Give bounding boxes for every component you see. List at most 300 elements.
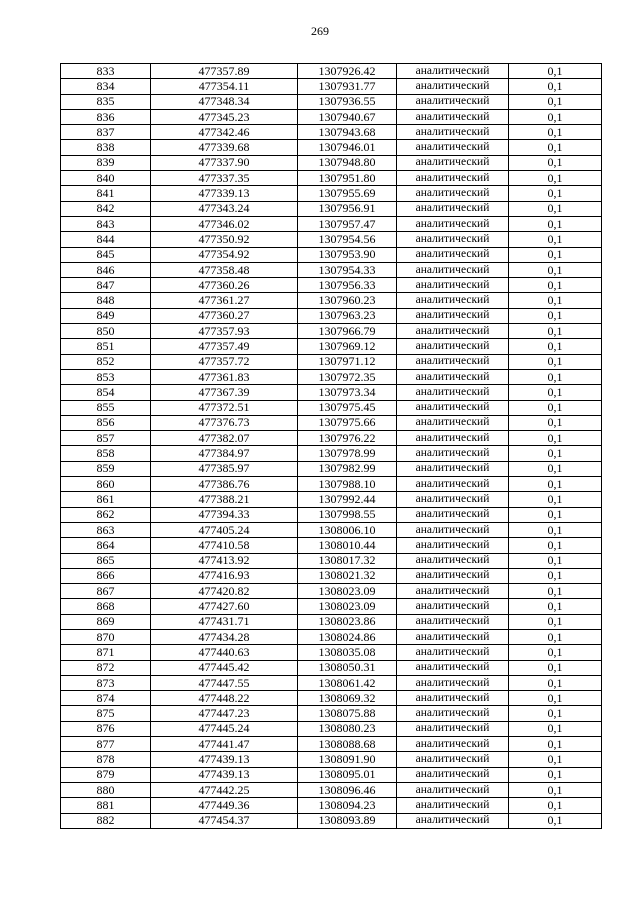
accuracy-cell: 0,1 (509, 339, 602, 354)
table-row (61, 339, 602, 354)
point-number-cell: 870 (61, 629, 151, 644)
table-row (61, 568, 602, 583)
accuracy-cell: 0,1 (509, 584, 602, 599)
table-row (61, 171, 602, 186)
method-cell: аналитический (397, 354, 509, 369)
table-row (61, 599, 602, 614)
y-coordinate-cell: 1308080.23 (298, 721, 397, 736)
table-row (61, 675, 602, 690)
accuracy-cell: 0,1 (509, 568, 602, 583)
x-coordinate-cell: 477427.60 (151, 599, 298, 614)
accuracy-cell: 0,1 (509, 461, 602, 476)
y-coordinate-cell: 1307975.66 (298, 415, 397, 430)
accuracy-cell: 0,1 (509, 216, 602, 231)
table-row (61, 446, 602, 461)
method-cell: аналитический (397, 660, 509, 675)
x-coordinate-cell: 477367.39 (151, 385, 298, 400)
method-cell: аналитический (397, 614, 509, 629)
point-number-cell: 843 (61, 216, 151, 231)
accuracy-cell: 0,1 (509, 385, 602, 400)
y-coordinate-cell: 1308023.09 (298, 584, 397, 599)
method-cell: аналитический (397, 278, 509, 293)
method-cell: аналитический (397, 201, 509, 216)
table-row (61, 400, 602, 415)
table-row (61, 232, 602, 247)
y-coordinate-cell: 1308023.09 (298, 599, 397, 614)
table-row (61, 79, 602, 94)
y-coordinate-cell: 1308050.31 (298, 660, 397, 675)
accuracy-cell: 0,1 (509, 247, 602, 262)
point-number-cell: 838 (61, 140, 151, 155)
point-number-cell: 861 (61, 492, 151, 507)
table-row (61, 354, 602, 369)
table-row (61, 324, 602, 339)
point-number-cell: 878 (61, 752, 151, 767)
y-coordinate-cell: 1307953.90 (298, 247, 397, 262)
y-coordinate-cell: 1307955.69 (298, 186, 397, 201)
x-coordinate-cell: 477350.92 (151, 232, 298, 247)
table-row (61, 706, 602, 721)
accuracy-cell: 0,1 (509, 201, 602, 216)
table-row (61, 660, 602, 675)
x-coordinate-cell: 477416.93 (151, 568, 298, 583)
x-coordinate-cell: 477385.97 (151, 461, 298, 476)
x-coordinate-cell: 477449.36 (151, 798, 298, 813)
x-coordinate-cell: 477420.82 (151, 584, 298, 599)
y-coordinate-cell: 1307936.55 (298, 94, 397, 109)
table-row (61, 629, 602, 644)
accuracy-cell: 0,1 (509, 79, 602, 94)
y-coordinate-cell: 1307954.56 (298, 232, 397, 247)
accuracy-cell: 0,1 (509, 400, 602, 415)
accuracy-cell: 0,1 (509, 782, 602, 797)
x-coordinate-cell: 477410.58 (151, 538, 298, 553)
table-row (61, 767, 602, 782)
y-coordinate-cell: 1308093.89 (298, 813, 397, 828)
method-cell: аналитический (397, 767, 509, 782)
table-row (61, 691, 602, 706)
accuracy-cell: 0,1 (509, 737, 602, 752)
accuracy-cell: 0,1 (509, 94, 602, 109)
table-row (61, 614, 602, 629)
table-row (61, 140, 602, 155)
x-coordinate-cell: 477343.24 (151, 201, 298, 216)
table-row (61, 201, 602, 216)
accuracy-cell: 0,1 (509, 752, 602, 767)
method-cell: аналитический (397, 798, 509, 813)
point-number-cell: 834 (61, 79, 151, 94)
method-cell: аналитический (397, 293, 509, 308)
point-number-cell: 844 (61, 232, 151, 247)
table-row (61, 262, 602, 277)
method-cell: аналитический (397, 522, 509, 537)
x-coordinate-cell: 477354.92 (151, 247, 298, 262)
point-number-cell: 867 (61, 584, 151, 599)
y-coordinate-cell: 1308075.88 (298, 706, 397, 721)
point-number-cell: 879 (61, 767, 151, 782)
accuracy-cell: 0,1 (509, 446, 602, 461)
method-cell: аналитический (397, 262, 509, 277)
method-cell: аналитический (397, 369, 509, 384)
accuracy-cell: 0,1 (509, 262, 602, 277)
method-cell: аналитический (397, 247, 509, 262)
x-coordinate-cell: 477337.90 (151, 155, 298, 170)
method-cell: аналитический (397, 64, 509, 79)
table-row (61, 721, 602, 736)
point-number-cell: 847 (61, 278, 151, 293)
table-row (61, 798, 602, 813)
point-number-cell: 853 (61, 369, 151, 384)
method-cell: аналитический (397, 599, 509, 614)
x-coordinate-cell: 477439.13 (151, 752, 298, 767)
accuracy-cell: 0,1 (509, 767, 602, 782)
method-cell: аналитический (397, 94, 509, 109)
point-number-cell: 842 (61, 201, 151, 216)
method-cell: аналитический (397, 186, 509, 201)
table-row (61, 278, 602, 293)
x-coordinate-cell: 477454.37 (151, 813, 298, 828)
method-cell: аналитический (397, 737, 509, 752)
accuracy-cell: 0,1 (509, 354, 602, 369)
accuracy-cell: 0,1 (509, 614, 602, 629)
accuracy-cell: 0,1 (509, 232, 602, 247)
method-cell: аналитический (397, 171, 509, 186)
x-coordinate-cell: 477357.72 (151, 354, 298, 369)
y-coordinate-cell: 1307963.23 (298, 308, 397, 323)
x-coordinate-cell: 477342.46 (151, 125, 298, 140)
y-coordinate-cell: 1308010.44 (298, 538, 397, 553)
table-row (61, 64, 602, 79)
x-coordinate-cell: 477434.28 (151, 629, 298, 644)
accuracy-cell: 0,1 (509, 691, 602, 706)
table-row (61, 308, 602, 323)
point-number-cell: 839 (61, 155, 151, 170)
x-coordinate-cell: 477405.24 (151, 522, 298, 537)
y-coordinate-cell: 1307954.33 (298, 262, 397, 277)
method-cell: аналитический (397, 706, 509, 721)
y-coordinate-cell: 1308069.32 (298, 691, 397, 706)
table-row (61, 492, 602, 507)
y-coordinate-cell: 1307957.47 (298, 216, 397, 231)
point-number-cell: 880 (61, 782, 151, 797)
accuracy-cell: 0,1 (509, 538, 602, 553)
x-coordinate-cell: 477447.55 (151, 675, 298, 690)
point-number-cell: 869 (61, 614, 151, 629)
point-number-cell: 862 (61, 507, 151, 522)
method-cell: аналитический (397, 584, 509, 599)
table-row (61, 125, 602, 140)
accuracy-cell: 0,1 (509, 109, 602, 124)
y-coordinate-cell: 1307978.99 (298, 446, 397, 461)
y-coordinate-cell: 1307976.22 (298, 431, 397, 446)
table-row (61, 553, 602, 568)
accuracy-cell: 0,1 (509, 813, 602, 828)
point-number-cell: 877 (61, 737, 151, 752)
point-number-cell: 875 (61, 706, 151, 721)
x-coordinate-cell: 477348.34 (151, 94, 298, 109)
point-number-cell: 864 (61, 538, 151, 553)
y-coordinate-cell: 1308035.08 (298, 645, 397, 660)
table-row (61, 813, 602, 828)
accuracy-cell: 0,1 (509, 522, 602, 537)
point-number-cell: 835 (61, 94, 151, 109)
y-coordinate-cell: 1308095.01 (298, 767, 397, 782)
accuracy-cell: 0,1 (509, 186, 602, 201)
accuracy-cell: 0,1 (509, 140, 602, 155)
x-coordinate-cell: 477445.42 (151, 660, 298, 675)
x-coordinate-cell: 477346.02 (151, 216, 298, 231)
accuracy-cell: 0,1 (509, 155, 602, 170)
y-coordinate-cell: 1307998.55 (298, 507, 397, 522)
method-cell: аналитический (397, 461, 509, 476)
accuracy-cell: 0,1 (509, 798, 602, 813)
x-coordinate-cell: 477361.27 (151, 293, 298, 308)
y-coordinate-cell: 1307931.77 (298, 79, 397, 94)
y-coordinate-cell: 1307973.34 (298, 385, 397, 400)
y-coordinate-cell: 1307972.35 (298, 369, 397, 384)
table-row (61, 247, 602, 262)
accuracy-cell: 0,1 (509, 369, 602, 384)
x-coordinate-cell: 477413.92 (151, 553, 298, 568)
coordinates-table (60, 63, 602, 829)
point-number-cell: 874 (61, 691, 151, 706)
x-coordinate-cell: 477382.07 (151, 431, 298, 446)
table-row (61, 538, 602, 553)
accuracy-cell: 0,1 (509, 507, 602, 522)
method-cell: аналитический (397, 538, 509, 553)
table-row (61, 737, 602, 752)
table-row (61, 431, 602, 446)
method-cell: аналитический (397, 431, 509, 446)
x-coordinate-cell: 477360.27 (151, 308, 298, 323)
point-number-cell: 837 (61, 125, 151, 140)
point-number-cell: 860 (61, 477, 151, 492)
table-row (61, 155, 602, 170)
y-coordinate-cell: 1307988.10 (298, 477, 397, 492)
method-cell: аналитический (397, 109, 509, 124)
method-cell: аналитический (397, 155, 509, 170)
method-cell: аналитический (397, 339, 509, 354)
method-cell: аналитический (397, 752, 509, 767)
accuracy-cell: 0,1 (509, 599, 602, 614)
method-cell: аналитический (397, 79, 509, 94)
accuracy-cell: 0,1 (509, 431, 602, 446)
point-number-cell: 882 (61, 813, 151, 828)
y-coordinate-cell: 1307969.12 (298, 339, 397, 354)
method-cell: аналитический (397, 553, 509, 568)
accuracy-cell: 0,1 (509, 415, 602, 430)
method-cell: аналитический (397, 691, 509, 706)
y-coordinate-cell: 1307971.12 (298, 354, 397, 369)
x-coordinate-cell: 477394.33 (151, 507, 298, 522)
table-row (61, 507, 602, 522)
y-coordinate-cell: 1307966.79 (298, 324, 397, 339)
y-coordinate-cell: 1308061.42 (298, 675, 397, 690)
table-row (61, 645, 602, 660)
point-number-cell: 854 (61, 385, 151, 400)
accuracy-cell: 0,1 (509, 553, 602, 568)
method-cell: аналитический (397, 477, 509, 492)
table-row (61, 186, 602, 201)
accuracy-cell: 0,1 (509, 293, 602, 308)
table-row (61, 461, 602, 476)
accuracy-cell: 0,1 (509, 660, 602, 675)
x-coordinate-cell: 477361.83 (151, 369, 298, 384)
point-number-cell: 859 (61, 461, 151, 476)
method-cell: аналитический (397, 216, 509, 231)
table-row (61, 752, 602, 767)
table-row (61, 782, 602, 797)
point-number-cell: 846 (61, 262, 151, 277)
x-coordinate-cell: 477445.24 (151, 721, 298, 736)
point-number-cell: 876 (61, 721, 151, 736)
table-row (61, 415, 602, 430)
y-coordinate-cell: 1307960.23 (298, 293, 397, 308)
x-coordinate-cell: 477357.89 (151, 64, 298, 79)
y-coordinate-cell: 1308094.23 (298, 798, 397, 813)
x-coordinate-cell: 477345.23 (151, 109, 298, 124)
point-number-cell: 858 (61, 446, 151, 461)
point-number-cell: 863 (61, 522, 151, 537)
x-coordinate-cell: 477447.23 (151, 706, 298, 721)
y-coordinate-cell: 1307975.45 (298, 400, 397, 415)
accuracy-cell: 0,1 (509, 125, 602, 140)
x-coordinate-cell: 477337.35 (151, 171, 298, 186)
method-cell: аналитический (397, 415, 509, 430)
point-number-cell: 865 (61, 553, 151, 568)
method-cell: аналитический (397, 568, 509, 583)
y-coordinate-cell: 1307982.99 (298, 461, 397, 476)
method-cell: аналитический (397, 721, 509, 736)
y-coordinate-cell: 1307940.67 (298, 109, 397, 124)
accuracy-cell: 0,1 (509, 477, 602, 492)
point-number-cell: 871 (61, 645, 151, 660)
table-row (61, 522, 602, 537)
point-number-cell: 881 (61, 798, 151, 813)
point-number-cell: 866 (61, 568, 151, 583)
accuracy-cell: 0,1 (509, 308, 602, 323)
method-cell: аналитический (397, 308, 509, 323)
point-number-cell: 833 (61, 64, 151, 79)
page-number: 269 (311, 24, 329, 38)
point-number-cell: 850 (61, 324, 151, 339)
y-coordinate-cell: 1308017.32 (298, 553, 397, 568)
table-row (61, 293, 602, 308)
point-number-cell: 840 (61, 171, 151, 186)
method-cell: аналитический (397, 140, 509, 155)
accuracy-cell: 0,1 (509, 721, 602, 736)
point-number-cell: 857 (61, 431, 151, 446)
x-coordinate-cell: 477339.13 (151, 186, 298, 201)
x-coordinate-cell: 477354.11 (151, 79, 298, 94)
y-coordinate-cell: 1307956.91 (298, 201, 397, 216)
x-coordinate-cell: 477372.51 (151, 400, 298, 415)
y-coordinate-cell: 1308023.86 (298, 614, 397, 629)
x-coordinate-cell: 477440.63 (151, 645, 298, 660)
method-cell: аналитический (397, 125, 509, 140)
y-coordinate-cell: 1308006.10 (298, 522, 397, 537)
x-coordinate-cell: 477358.48 (151, 262, 298, 277)
method-cell: аналитический (397, 782, 509, 797)
method-cell: аналитический (397, 507, 509, 522)
y-coordinate-cell: 1307948.80 (298, 155, 397, 170)
point-number-cell: 849 (61, 308, 151, 323)
method-cell: аналитический (397, 645, 509, 660)
table-row (61, 109, 602, 124)
point-number-cell: 848 (61, 293, 151, 308)
accuracy-cell: 0,1 (509, 171, 602, 186)
accuracy-cell: 0,1 (509, 324, 602, 339)
accuracy-cell: 0,1 (509, 675, 602, 690)
x-coordinate-cell: 477442.25 (151, 782, 298, 797)
method-cell: аналитический (397, 400, 509, 415)
point-number-cell: 841 (61, 186, 151, 201)
y-coordinate-cell: 1307956.33 (298, 278, 397, 293)
accuracy-cell: 0,1 (509, 64, 602, 79)
method-cell: аналитический (397, 629, 509, 644)
method-cell: аналитический (397, 675, 509, 690)
y-coordinate-cell: 1308088.68 (298, 737, 397, 752)
point-number-cell: 851 (61, 339, 151, 354)
x-coordinate-cell: 477357.49 (151, 339, 298, 354)
table-row (61, 94, 602, 109)
point-number-cell: 836 (61, 109, 151, 124)
x-coordinate-cell: 477448.22 (151, 691, 298, 706)
x-coordinate-cell: 477376.73 (151, 415, 298, 430)
y-coordinate-cell: 1308091.90 (298, 752, 397, 767)
method-cell: аналитический (397, 324, 509, 339)
accuracy-cell: 0,1 (509, 706, 602, 721)
table-row (61, 385, 602, 400)
y-coordinate-cell: 1307946.01 (298, 140, 397, 155)
accuracy-cell: 0,1 (509, 278, 602, 293)
point-number-cell: 855 (61, 400, 151, 415)
point-number-cell: 856 (61, 415, 151, 430)
table-row (61, 369, 602, 384)
x-coordinate-cell: 477388.21 (151, 492, 298, 507)
method-cell: аналитический (397, 385, 509, 400)
x-coordinate-cell: 477360.26 (151, 278, 298, 293)
table-row (61, 477, 602, 492)
method-cell: аналитический (397, 813, 509, 828)
y-coordinate-cell: 1307943.68 (298, 125, 397, 140)
accuracy-cell: 0,1 (509, 629, 602, 644)
y-coordinate-cell: 1308096.46 (298, 782, 397, 797)
point-number-cell: 872 (61, 660, 151, 675)
method-cell: аналитический (397, 232, 509, 247)
x-coordinate-cell: 477357.93 (151, 324, 298, 339)
x-coordinate-cell: 477439.13 (151, 767, 298, 782)
method-cell: аналитический (397, 446, 509, 461)
y-coordinate-cell: 1308024.86 (298, 629, 397, 644)
x-coordinate-cell: 477431.71 (151, 614, 298, 629)
x-coordinate-cell: 477441.47 (151, 737, 298, 752)
table-row (61, 584, 602, 599)
x-coordinate-cell: 477384.97 (151, 446, 298, 461)
accuracy-cell: 0,1 (509, 492, 602, 507)
coordinates-table-body (61, 64, 602, 829)
y-coordinate-cell: 1308021.32 (298, 568, 397, 583)
accuracy-cell: 0,1 (509, 645, 602, 660)
point-number-cell: 852 (61, 354, 151, 369)
point-number-cell: 868 (61, 599, 151, 614)
y-coordinate-cell: 1307926.42 (298, 64, 397, 79)
x-coordinate-cell: 477339.68 (151, 140, 298, 155)
table-row (61, 216, 602, 231)
point-number-cell: 873 (61, 675, 151, 690)
y-coordinate-cell: 1307992.44 (298, 492, 397, 507)
method-cell: аналитический (397, 492, 509, 507)
